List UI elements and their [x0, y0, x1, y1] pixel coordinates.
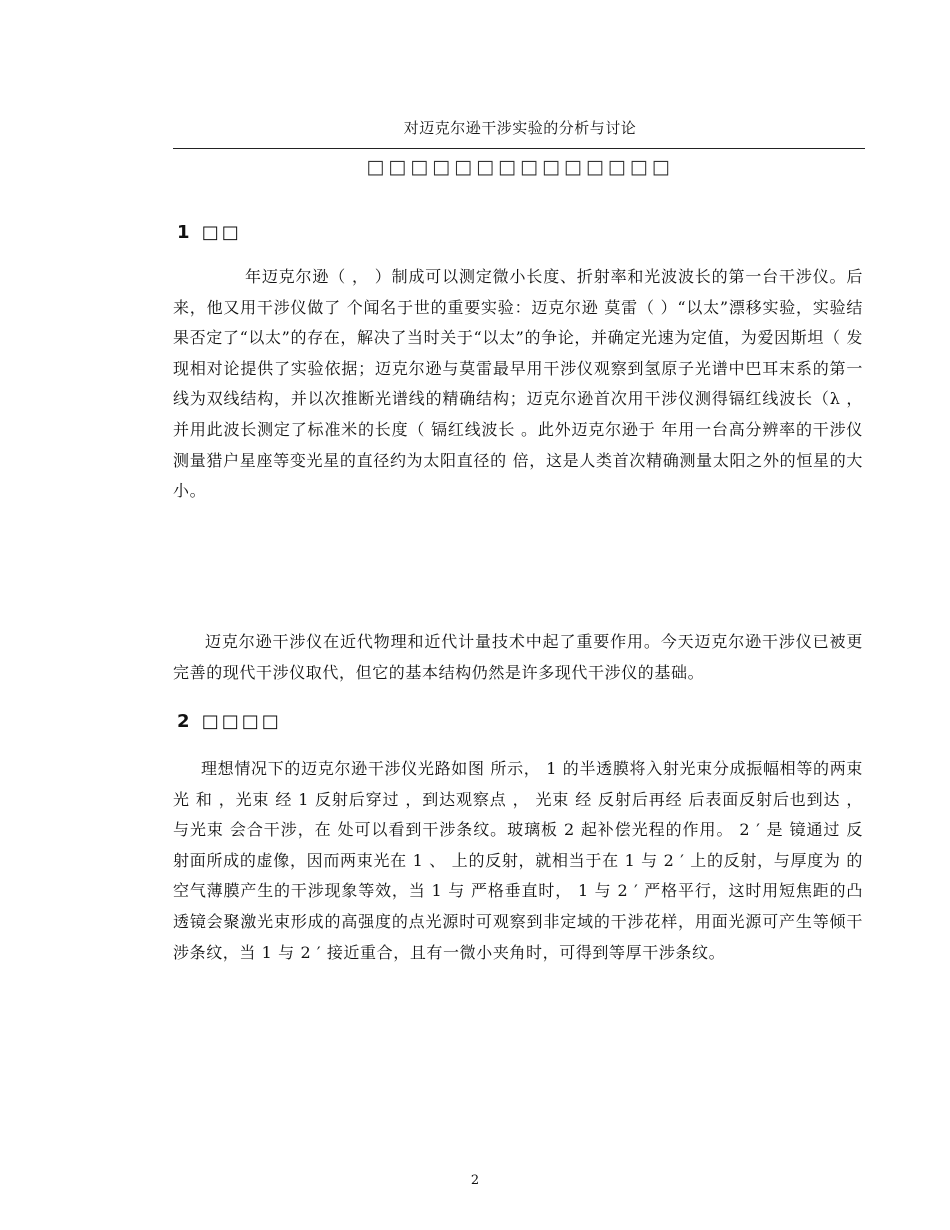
document-title: □□□□□□□□□□□□□□ [366, 156, 674, 178]
paragraph-intro-significance: 迈克尔逊干涉仪在近代物理和近代计量技术中起了重要作用。今天迈克尔逊干涉仪已被更完善的现代干涉仪取代，但它的基本结构仍然是许多现代干涉仪的基础。 [173, 632, 863, 682]
paragraph-principle: 理想情况下的迈克尔逊干涉仪光路如图 所示， 1 的半透膜将入射光束分成振幅相等的两束光 和 ，光束 经 1 反射后穿过 ，到达观察点 ， 光束 经 反射后再经 后表面反射后也到达 ，与光束 会合干涉，在 处可以看到干涉条纹。玻璃板 2 起补偿光程的作用。 2 ′ 是 镜通过 反射面所成的虚像，因而两束光在 1 、 上的反射，就相当于在 1 与 2 ′ 上的反射，与厚度为 的空气薄膜产生的干涉现象等效，当 1 与 严格垂直时， 1 与 2 ′ 严格平行，这时用短焦距的凸透镜会聚激光束形成的高强度的点光源时可观察到非定域的干涉花样，用面光源可产生等倾干涉条纹，当 1 与 2 ′ 接近重合，且有一微小夹角时，可得到等厚干涉条纹。 [173, 759, 863, 962]
page-number: 2 [470, 1173, 480, 1188]
header-rule [173, 148, 865, 149]
section-heading-principle: 2 □□□□ [177, 711, 282, 732]
section-heading-intro: 1 □□ [177, 222, 242, 243]
running-header: 对迈克尔逊干涉实验的分析与讨论 [403, 119, 637, 137]
paragraph-intro-history: 年迈克尔逊（ ， ）制成可以测定微小长度、折射率和光波波长的第一台干涉仪。后来，他又用干涉仪做了 个闻名于世的重要实验：迈克尔逊 莫雷（ ）“以太”漂移实验，实验结果否定了“以太”的存在，解决了当时关于“以太”的争论，并确定光速为定值，为爱因斯坦（ 发现相对论提供了实验依据；迈克尔逊与莫雷最早用干涉仪观察到氢原子光谱中巴耳末系的第一线为双线结构，并以次推断光谱线的精确结构；迈克尔逊首次用干涉仪测得镉红线波长（λ ，并用此波长测定了标准米的长度（ 镉红线波长 。此外迈克尔逊于 年用一台高分辨率的干涉仪测量猎户星座等变光星的直径约为太阳直径的 倍，这是人类首次精确测量太阳之外的恒星的大小。 [173, 267, 863, 501]
